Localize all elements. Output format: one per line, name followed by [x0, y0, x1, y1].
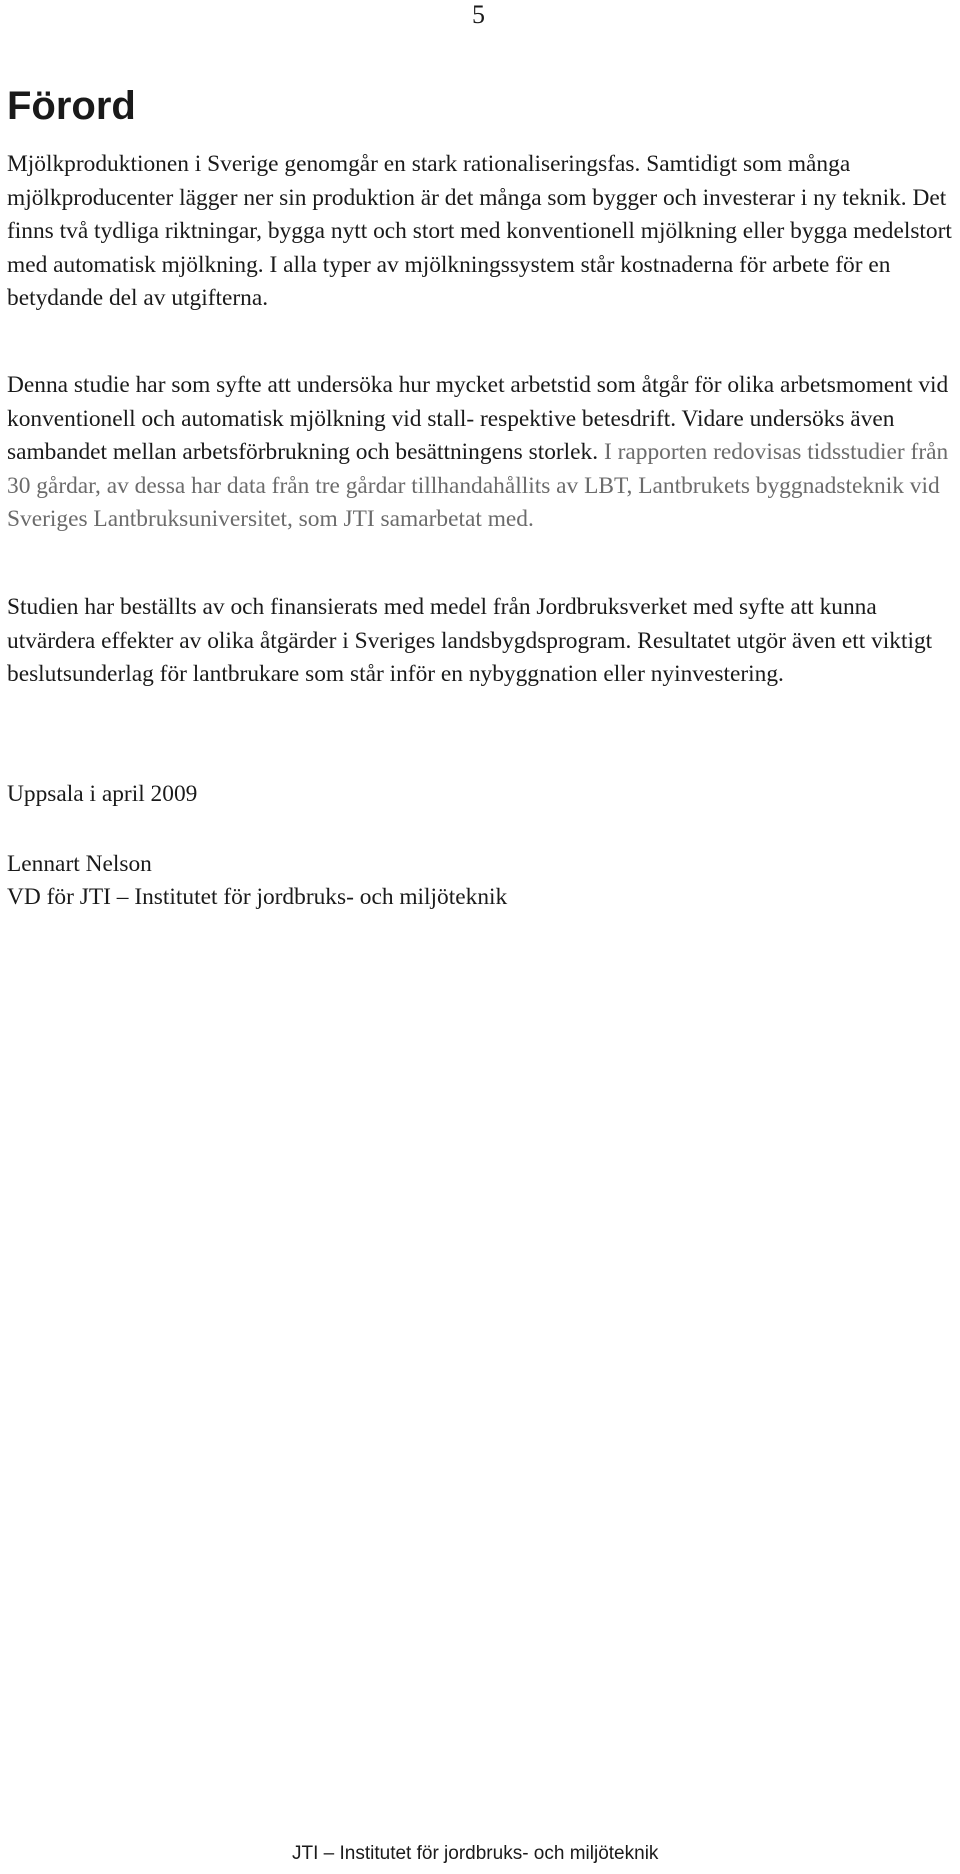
page-title: Förord [7, 84, 136, 128]
paragraph-purpose-gray: I rapporten redovisas tidsstudier från 30 gårdar, av dessa har data från tre gårdar tillhandahållits av LBT, Lantbrukets byggnadsteknik vid Sveriges Lantbruksuniversitet, som JTI samarbetat med. [7, 439, 949, 533]
paragraph-intro: Mjölkproduktionen i Sverige genomgår en stark rationaliseringsfas. Samtidigt som många mjölkproducenter lägger ner sin produktion är det många som bygger och investerar i ny teknik. Det finns två tydliga riktningar, bygga nytt och stort med konventionell mjölkning eller bygga medelstort med automatisk mjölkning. I alla typer av mjölkningssystem står kostnaderna för arbete för en betydande del av utgifterna. [7, 151, 952, 312]
paragraph-purpose [7, 369, 953, 537]
paragraph-purpose-main: Denna studie har som syfte att undersöka hur mycket arbetstid som åtgår för olika arbetsmoment vid konventionell och automatisk mjölkning vid stall- respektive betesdrift. Vidare undersöks även sambandet mellan arbetsförbrukning och besättningens storlek. [7, 372, 949, 466]
signature-place-date: Uppsala i april 2009 [7, 781, 198, 807]
paragraph-funding: Studien har beställts av och finansierats med medel från Jordbruksverket med syfte att kunna utvärdera effekter av olika åtgärder i Sveriges landsbygdsprogram. Resultatet utgör även ett viktigt beslutsunderlag för lantbrukare som står inför en nybyggnation eller nyinvestering. [7, 594, 933, 688]
page-number: 5 [472, 0, 485, 29]
signature-title: VD för JTI – Institutet för jordbruks- och miljöteknik [7, 884, 508, 910]
page-footer: JTI – Institutet för jordbruks- och miljöteknik [292, 1843, 659, 1864]
signature-name: Lennart Nelson [7, 851, 152, 877]
